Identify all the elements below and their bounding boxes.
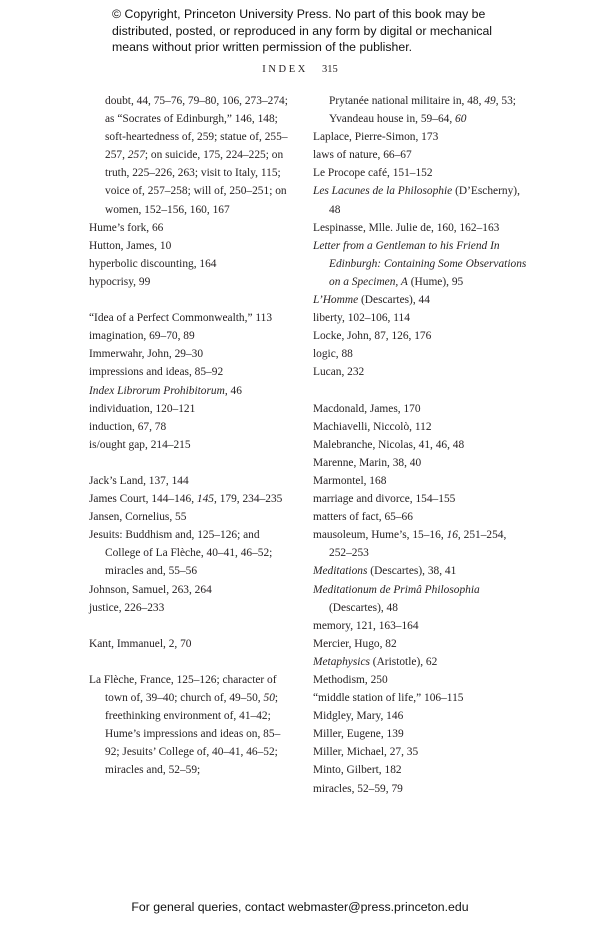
index-entry: Immerwahr, John, 29–30 bbox=[89, 348, 204, 361]
index-entry: Kant, Immanuel, 2, 70 bbox=[89, 637, 192, 650]
index-entry: is/ought gap, 214–215 bbox=[89, 438, 191, 451]
index-column-right bbox=[313, 92, 528, 798]
index-entry: Methodism, 250 bbox=[313, 674, 388, 686]
index-entry: Miller, Eugene, 139 bbox=[313, 728, 404, 741]
index-entry: Lespinasse, Mlle. Julie de, 160, 162–163 bbox=[313, 221, 500, 234]
index-entry: Midgley, Mary, 146 bbox=[313, 710, 404, 723]
index-entry: liberty, 102–106, 114 bbox=[313, 312, 410, 325]
index-entry: “Idea of a Perfect Commonwealth,” 113 bbox=[89, 312, 273, 325]
index-entry: Malebranche, Nicolas, 41, 46, 48 bbox=[313, 438, 465, 451]
index-entry: La Flèche, France, 125–126; character of town of, 39–40; church of, 49–50, 50; freethinking environment of, 41–42; Hume’s impressions and ideas on, 85–92; Jesuits’ College of, 40–41, 46–52; miracles and, 52–59; bbox=[89, 674, 281, 777]
index-column-left bbox=[89, 92, 294, 780]
index-entry: logic, 88 bbox=[313, 348, 353, 361]
index-entry: Marenne, Marin, 38, 40 bbox=[313, 456, 422, 469]
index-entry: memory, 121, 163–164 bbox=[313, 619, 419, 632]
index-entry: Meditations (Descartes), 38, 41 bbox=[313, 565, 457, 578]
index-entry: Meditationum de Primâ Philosophia (Descartes), 48 bbox=[313, 583, 480, 614]
index-entry: impressions and ideas, 85–92 bbox=[89, 366, 224, 379]
index-entry: Le Procope café, 151–152 bbox=[313, 167, 433, 180]
index-entry: Minto, Gilbert, 182 bbox=[313, 764, 402, 777]
index-entry: marriage and divorce, 154–155 bbox=[313, 493, 456, 506]
index-entry: hypocrisy, 99 bbox=[89, 275, 151, 288]
running-header bbox=[0, 64, 600, 75]
index-entry: matters of fact, 65–66 bbox=[313, 511, 413, 524]
index-entry: Mercier, Hugo, 82 bbox=[313, 637, 397, 650]
index-entry: Miller, Michael, 27, 35 bbox=[313, 746, 419, 759]
index-entry: Jack’s Land, 137, 144 bbox=[89, 474, 189, 487]
index-entry: Metaphysics (Aristotle), 62 bbox=[313, 655, 438, 668]
index-entry: Index Librorum Prohibitorum, 46 bbox=[89, 384, 242, 397]
index-entry: L’Homme (Descartes), 44 bbox=[313, 294, 430, 307]
index-entry: Letter from a Gentleman to his Friend In Edinburgh: Containing Some Observations on a Specimen, A (Hume), 95 bbox=[313, 239, 527, 288]
index-entry: James Court, 144–146, 145, 179, 234–235 bbox=[89, 493, 283, 506]
index-entry: Hume’s fork, 66 bbox=[89, 221, 164, 234]
index-entry: Jansen, Cornelius, 55 bbox=[89, 511, 187, 524]
index-entry: imagination, 69–70, 89 bbox=[89, 330, 195, 343]
index-entry: “middle station of life,” 106–115 bbox=[313, 692, 464, 705]
index-entry: Johnson, Samuel, 263, 264 bbox=[89, 583, 212, 596]
footer-contact: For general queries, contact webmaster@press.princeton.edu bbox=[131, 900, 469, 914]
index-entry: Locke, John, 87, 126, 176 bbox=[313, 330, 432, 343]
index-entry: doubt, 44, 75–76, 79–80, 106, 273–274; as “Socrates of Edinburgh,” 146, 148; soft-heartedness of, 259; statue of, 255–257, 257; on suicide, 175, 224–225; on truth, 225–226, 263; visit to Italy, 115; voice of, 257–258; will of, 250–251; on women, 152–156, 160, 167 bbox=[105, 95, 288, 216]
index-entry: Machiavelli, Niccolò, 112 bbox=[313, 420, 432, 433]
index-entry: Les Lacunes de la Philosophie (D’Escherny), 48 bbox=[313, 185, 520, 216]
index-entry: laws of nature, 66–67 bbox=[313, 149, 412, 162]
index-entry: Marmontel, 168 bbox=[313, 474, 387, 487]
index-entry: individuation, 120–121 bbox=[89, 402, 196, 415]
header-label: INDEX bbox=[262, 64, 308, 75]
index-entry: mausoleum, Hume’s, 15–16, 16, 251–254, 252–253 bbox=[313, 529, 507, 560]
index-entry: Laplace, Pierre-Simon, 173 bbox=[313, 131, 439, 144]
index-entry: Jesuits: Buddhism and, 125–126; and College of La Flèche, 40–41, 46–52; miracles and, 55–56 bbox=[89, 529, 273, 578]
index-entry: justice, 226–233 bbox=[89, 601, 165, 614]
index-entry: induction, 67, 78 bbox=[89, 420, 167, 433]
index-entry: hyperbolic discounting, 164 bbox=[89, 257, 217, 270]
index-entry: Hutton, James, 10 bbox=[89, 239, 172, 252]
index-entry: Macdonald, James, 170 bbox=[313, 402, 421, 415]
page-number: 315 bbox=[321, 64, 338, 75]
index-entry: miracles, 52–59, 79 bbox=[313, 782, 403, 795]
copyright-notice: © Copyright, Princeton University Press. No part of this book may be distributed, posted, or reproduced in any form by digital or mechanical means without prior written permission of the publisher. bbox=[112, 7, 493, 54]
index-entry: Lucan, 232 bbox=[313, 366, 365, 379]
index-entry: Prytanée national militaire in, 48, 49, 53; Yvandeau house in, 59–64, 60 bbox=[329, 95, 516, 126]
